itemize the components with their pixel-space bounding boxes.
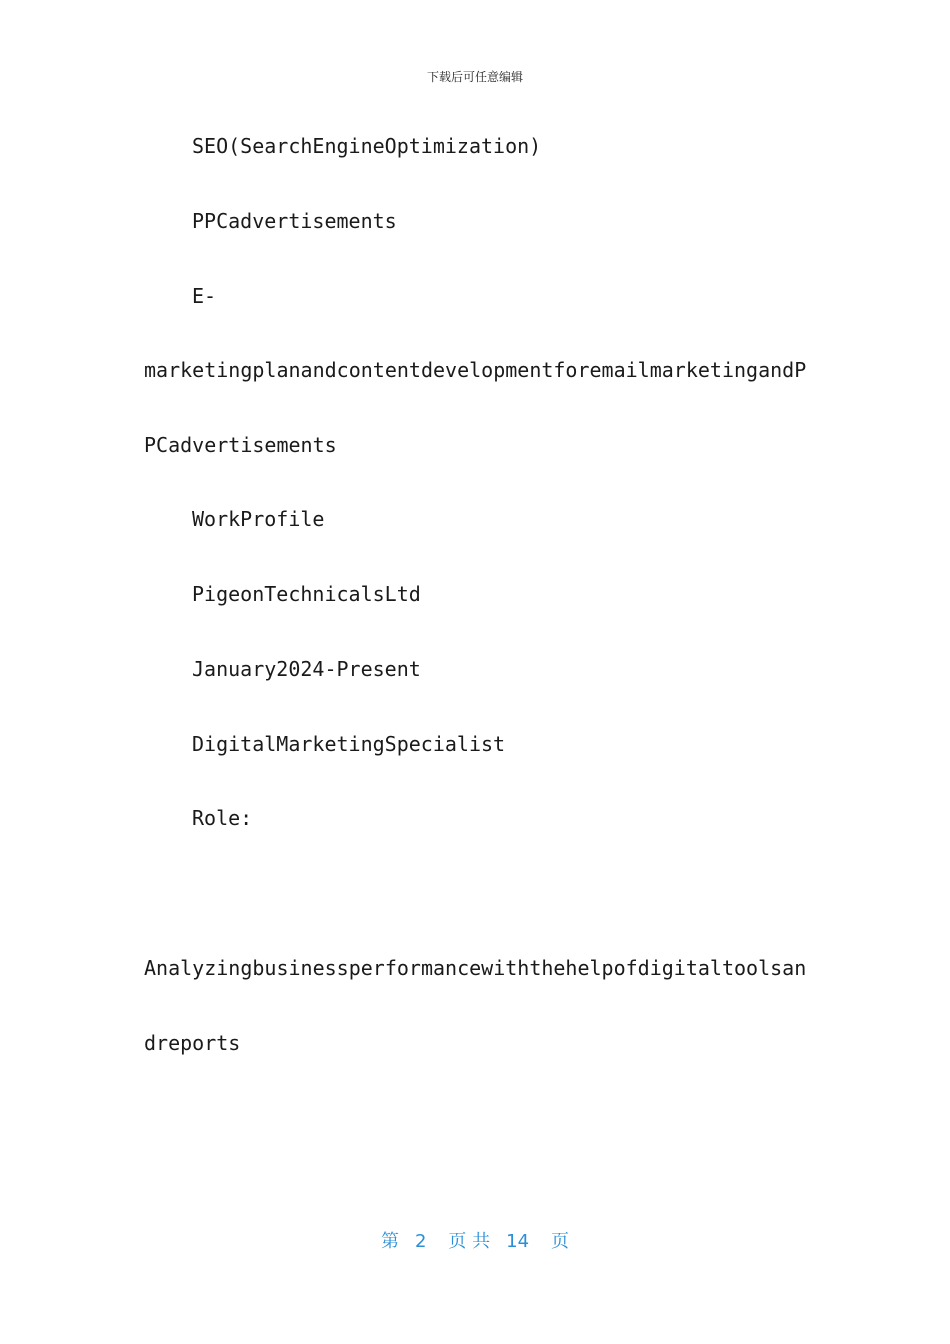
section-heading: WorkProfile [192,507,325,531]
text-line: Analyzingbusinessperformancewiththehelpofdigitaltoolsan [144,956,807,980]
job-title: DigitalMarketingSpecialist [192,732,506,756]
page-header-note: 下载后可任意编辑 [426,70,523,84]
footer-prefix: 第 [380,1231,399,1252]
page-footer [0,1227,950,1253]
footer-middle: 页 共 [448,1231,491,1252]
current-page-number: 2 [414,1231,427,1252]
footer-suffix: 页 [551,1231,570,1252]
text-line: E- [192,284,217,308]
text-line: PPCadvertisements [192,209,397,233]
text-line: marketingplanandcontentdevelopmentforemailmarketingandP [144,358,807,382]
text-line: SEO(SearchEngineOptimization) [192,134,542,158]
company-name: PigeonTechnicalsLtd [192,582,421,606]
employment-dates: January2024-Present [192,657,421,681]
text-line: dreports [144,1031,241,1055]
text-line: PCadvertisements [144,433,337,457]
role-label: Role: [192,806,253,830]
total-pages-number: 14 [506,1231,530,1252]
